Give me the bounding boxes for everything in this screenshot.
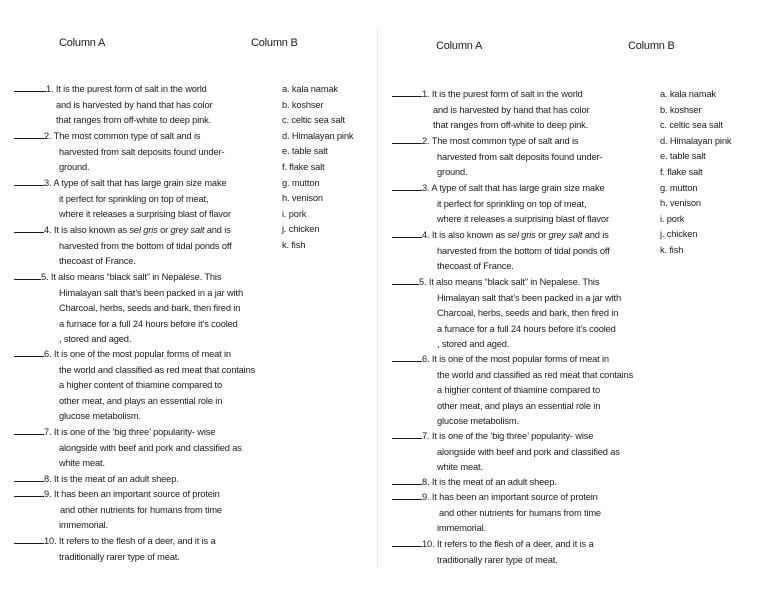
answer-blank[interactable] — [14, 425, 44, 435]
option-b: b. koshser — [660, 104, 702, 115]
option-k: k. fish — [660, 244, 684, 255]
question-7: 7. It is one of the ‘big three’ popularity- wise alongside with beef and pork and classified as white meat. — [14, 425, 242, 472]
option-h: h. venison — [660, 198, 701, 209]
answer-blank[interactable] — [14, 270, 41, 280]
answer-blank[interactable] — [14, 472, 44, 482]
question-5: 5. It also means “black salt” in Nepalese. This Himalayan salt that’s been packed in a jar with Charcoal, herbs, seeds and bark, then fired in a furnace for a full 24 hours before it’s cooled , stored and aged. — [392, 275, 621, 353]
option-a: a. kala namak — [282, 84, 338, 94]
answer-blank[interactable] — [14, 223, 44, 233]
question-7: 7. It is one of the ‘big three’ popularity- wise alongside with beef and pork and classified as white meat. — [392, 429, 620, 476]
question-3: 3. A type of salt that has large grain size make it perfect for sprinkling on top of meat, where it releases a surprising blast of flavor — [392, 181, 609, 228]
worksheet-right — [378, 0, 768, 594]
option-b: b. koshser — [282, 99, 324, 110]
question-10: 10. It refers to the flesh of a deer, and it is a traditionally rarer type of meat. — [14, 534, 215, 565]
question-8: 8. It is the meat of an adult sheep. — [14, 472, 179, 488]
option-a: a. kala namak — [660, 89, 716, 99]
answer-blank[interactable] — [14, 534, 44, 544]
question-6: 6. It is one of the most popular forms of meat in the world and classified as red meat that contains a higher content of thiamine compared to other meat, and plays an essential role in glucose metabolism. — [392, 352, 633, 430]
option-f: f. flake salt — [660, 166, 703, 177]
answer-blank[interactable] — [392, 475, 422, 485]
answer-blank[interactable] — [392, 490, 422, 500]
option-e: e. table salt — [660, 151, 706, 162]
question-2: 2. The most common type of salt and is harvested from salt deposits found under- ground. — [14, 129, 224, 176]
option-f: f. flake salt — [282, 161, 325, 172]
answer-blank[interactable] — [392, 87, 422, 97]
answer-blank[interactable] — [14, 487, 44, 497]
option-e: e. table salt — [282, 146, 328, 157]
option-c: c. celtic sea salt — [660, 120, 723, 131]
column-a-header: Column A — [59, 37, 106, 49]
option-h: h. venison — [282, 193, 323, 204]
answer-blank[interactable] — [392, 181, 422, 191]
question-4: 4. It is also known as sel gris or grey salt and is harvested from the bottom of tidal ponds off thecoast of France. — [14, 223, 232, 270]
column-b-options — [282, 82, 353, 254]
question-9: 9. It has been an important source of protein and other nutrients for humans from time immemorial. — [14, 487, 222, 534]
question-8: 8. It is the meat of an adult sheep. — [392, 475, 557, 491]
column-b-header: Column B — [628, 40, 675, 52]
answer-blank[interactable] — [392, 429, 422, 439]
question-9: 9. It has been an important source of protein and other nutrients for humans from time immemorial. — [392, 490, 601, 537]
answer-blank[interactable] — [392, 275, 419, 285]
answer-blank[interactable] — [14, 176, 44, 186]
option-k: k. fish — [282, 239, 306, 250]
column-b-header: Column B — [251, 37, 298, 49]
option-j: j. chicken — [282, 224, 320, 235]
answer-blank[interactable] — [392, 134, 422, 144]
answer-blank[interactable] — [14, 82, 46, 92]
option-g: g. mutton — [660, 182, 698, 193]
option-g: g. mutton — [282, 177, 320, 188]
question-2: 2. The most common type of salt and is harvested from salt deposits found under- ground. — [392, 134, 602, 181]
option-c: c. celtic sea salt — [282, 115, 345, 126]
option-d: d. Himalayan pink — [660, 135, 732, 146]
answer-blank[interactable] — [392, 537, 422, 547]
question-4: 4. It is also known as sel gris or grey salt and is harvested from the bottom of tidal ponds off thecoast of France. — [392, 228, 610, 275]
question-6: 6. It is one of the most popular forms of meat in the world and classified as red meat that contains a higher content of thiamine compared to other meat, and plays an essential role in glucose metabolism. — [14, 347, 255, 425]
answer-blank[interactable] — [14, 129, 44, 139]
question-1: 1. It is the purest form of salt in the world and is harvested by hand that has color that ranges from off-white to deep pink. — [392, 87, 589, 134]
option-i: i. pork — [282, 208, 307, 219]
answer-blank[interactable] — [14, 347, 44, 357]
option-d: d. Himalayan pink — [282, 130, 354, 141]
option-j: j. chicken — [660, 229, 698, 240]
worksheet-left — [0, 0, 378, 594]
option-i: i. pork — [660, 213, 685, 224]
column-b-options — [660, 87, 731, 259]
question-3: 3. A type of salt that has large grain size make it perfect for sprinkling on top of meat, where it releases a surprising blast of flavor — [14, 176, 231, 223]
answer-blank[interactable] — [392, 352, 422, 362]
answer-blank[interactable] — [392, 228, 422, 238]
question-10: 10. It refers to the flesh of a deer, and it is a traditionally rarer type of meat. — [392, 537, 593, 568]
column-a-header: Column A — [436, 40, 483, 52]
question-5: 5. It also means “black salt” in Nepalese. This Himalayan salt that’s been packed in a jar with Charcoal, herbs, seeds and bark, then fired in a furnace for a full 24 hours before it’s cooled , stored and aged. — [14, 270, 243, 348]
question-1: 1. It is the purest form of salt in the world and is harvested by hand that has color that ranges from off-white to deep pink. — [14, 82, 212, 129]
